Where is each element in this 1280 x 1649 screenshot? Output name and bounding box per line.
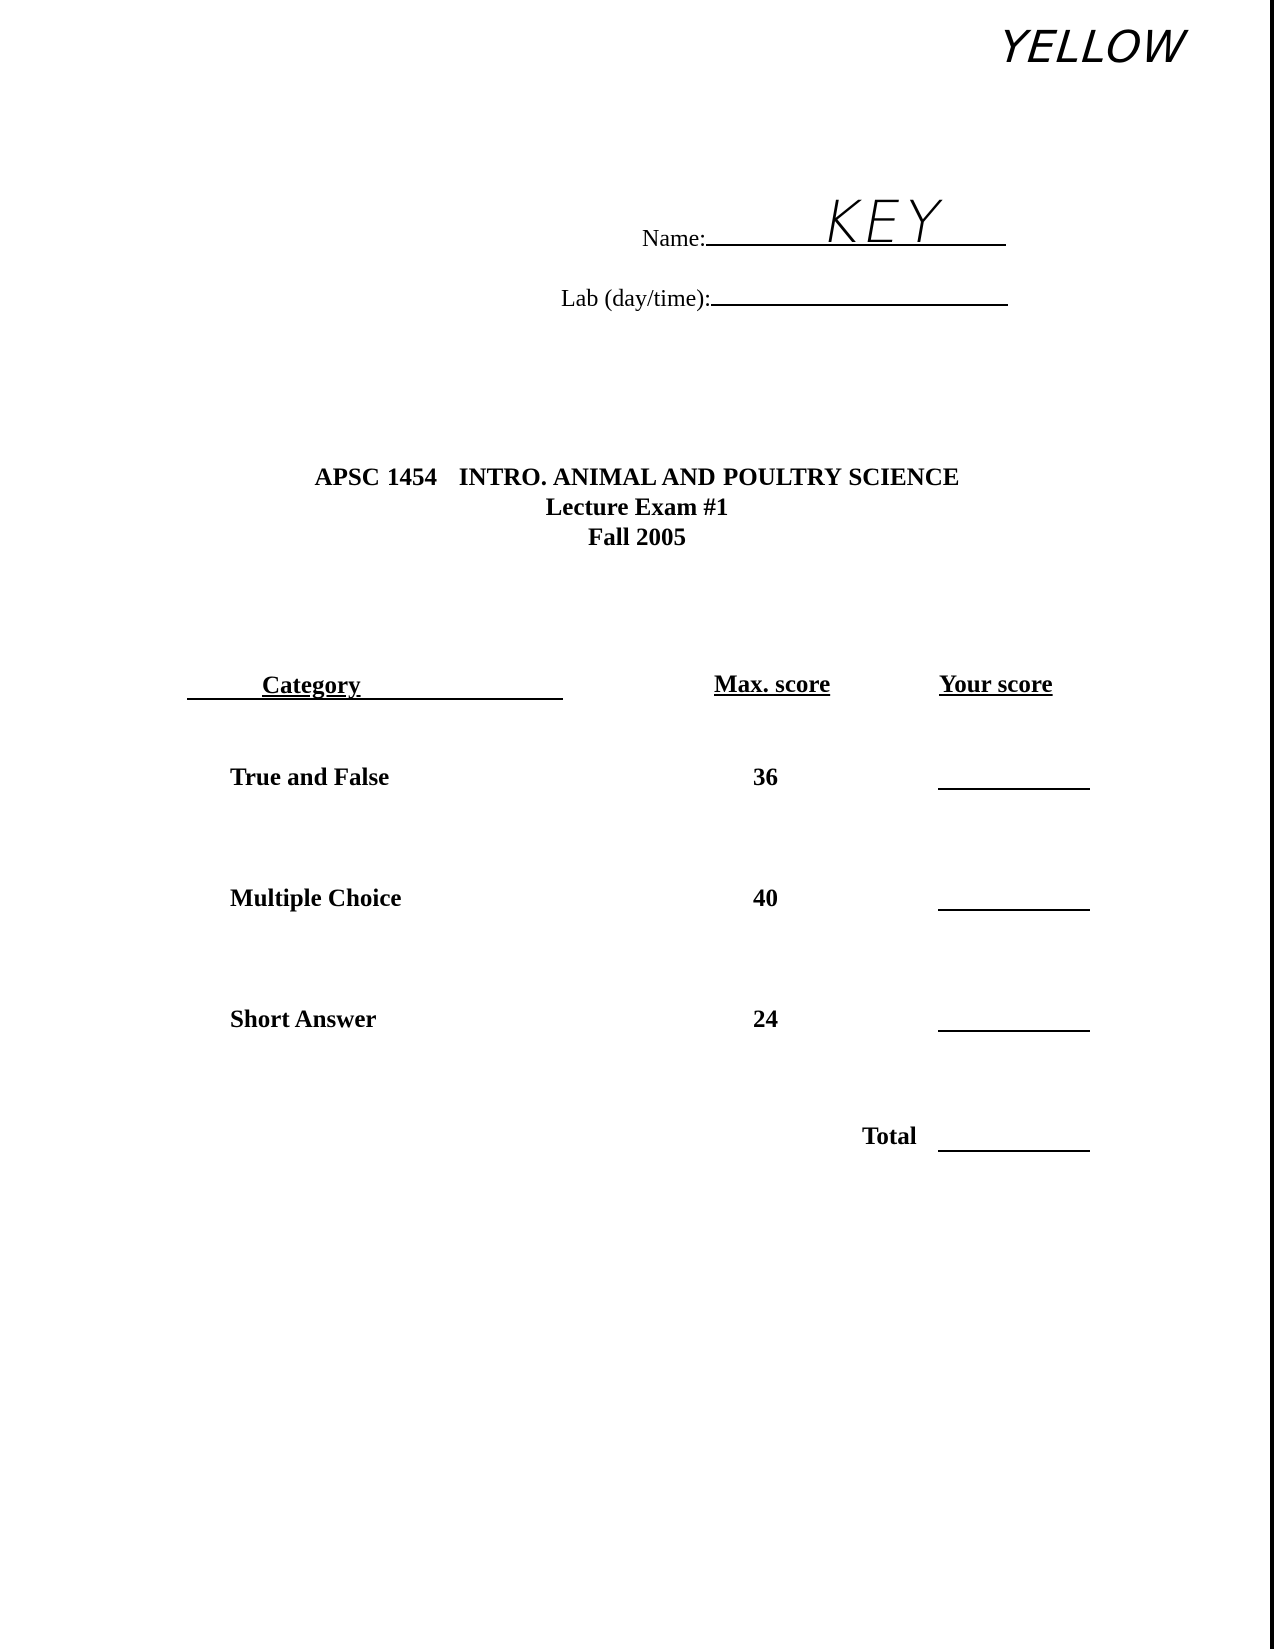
total-label: Total <box>862 1123 917 1150</box>
handwritten-name-value: KEY <box>816 188 951 256</box>
row-score-blank-true-false <box>938 786 1090 790</box>
exam-title-block <box>0 463 1274 553</box>
exam-name: Lecture Exam #1 <box>545 494 729 521</box>
total-score-blank <box>938 1148 1090 1152</box>
row-score-blank-short-answer <box>938 1028 1090 1032</box>
row-category-short-answer: Short Answer <box>230 1006 377 1033</box>
course-title: APSC 1454 INTRO. ANIMAL AND POULTRY SCIENCE <box>314 464 960 491</box>
handwritten-color-note: YELLOW <box>997 22 1190 73</box>
row-max-true-false: 36 <box>753 764 778 791</box>
name-label: Name: <box>642 226 706 252</box>
exam-term: Fall 2005 <box>588 524 686 551</box>
lab-label: Lab (day/time): <box>561 286 711 312</box>
lab-field <box>561 286 1008 313</box>
your-score-header: Your score <box>939 671 1053 698</box>
page-right-border <box>1270 0 1274 1649</box>
row-max-multiple-choice: 40 <box>753 885 778 912</box>
row-category-true-false: True and False <box>230 764 390 791</box>
category-header <box>187 672 563 700</box>
lab-blank-line <box>711 286 1008 306</box>
row-max-short-answer: 24 <box>753 1006 778 1033</box>
max-score-header: Max. score <box>714 671 831 698</box>
category-header-label: Category <box>262 672 361 699</box>
row-category-multiple-choice: Multiple Choice <box>230 885 402 912</box>
row-score-blank-multiple-choice <box>938 907 1090 911</box>
